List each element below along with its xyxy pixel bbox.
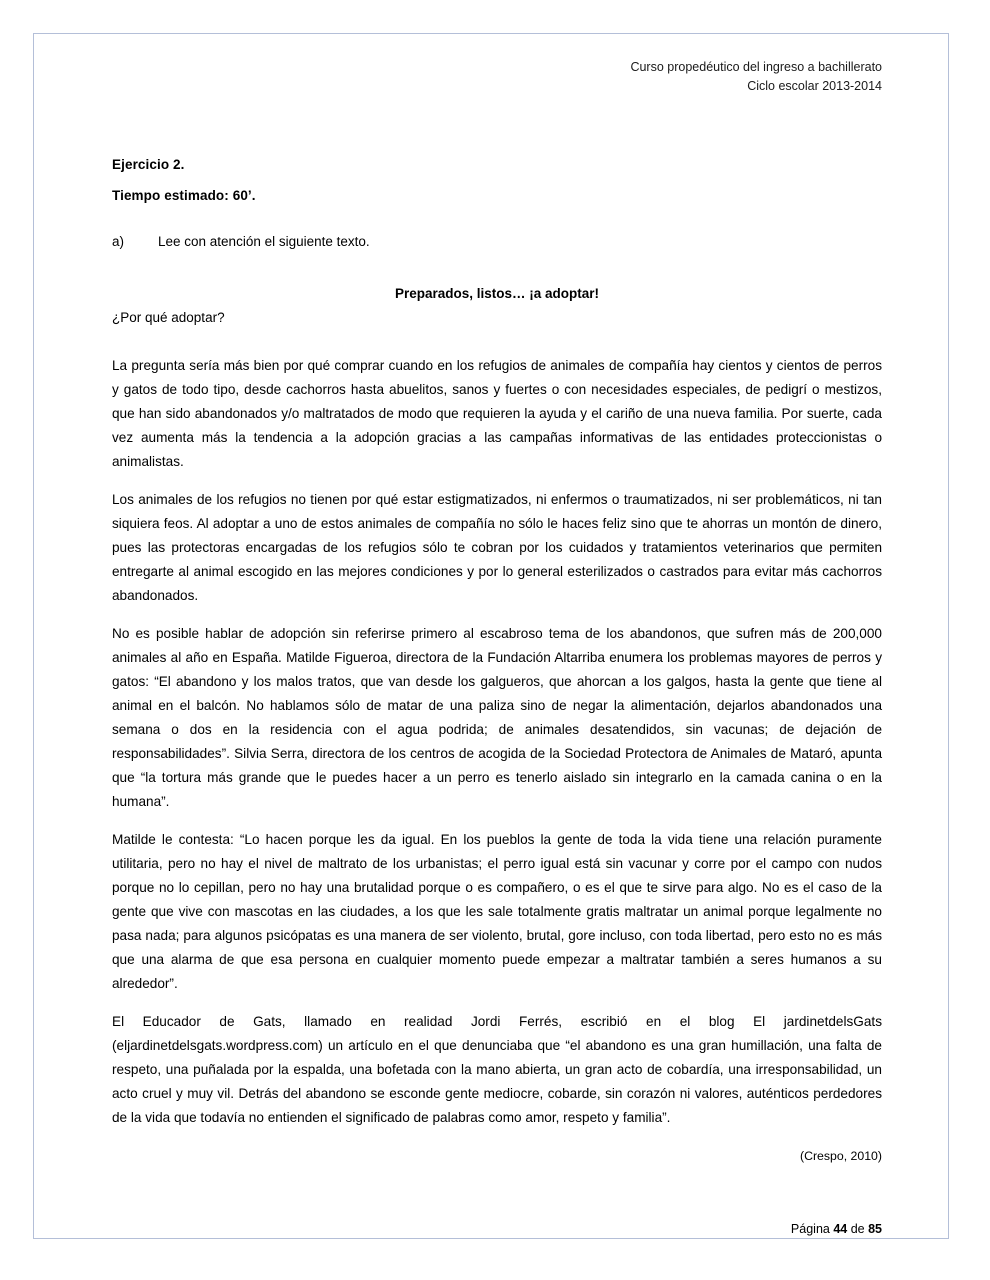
page-footer [791, 1222, 882, 1236]
header-course-line: Curso propedéutico del ingreso a bachillerato [630, 60, 882, 74]
footer-total-pages: 85 [868, 1222, 882, 1236]
footer-page-number: 44 [833, 1222, 848, 1236]
header-schoolyear-line: Ciclo escolar 2013-2014 [747, 79, 882, 93]
footer-middle: de [847, 1222, 869, 1236]
item-a-text: Lee con atención el siguiente texto. [158, 234, 370, 249]
exercise-title: Ejercicio 2. [112, 157, 185, 172]
exercise-item-a [112, 234, 370, 249]
paragraph: El Educador de Gats, llamado en realidad Jordi Ferrés, escribió en el blog El jardinetdelsGats (eljardinetdelsgats.wordpress.com) un artículo en el que denunciaba que “el abandono es una gran humillación, una falta de respeto, una puñalada por la espalda, una bofetada con la mano abierta, un gran acto de cobardía, una irresponsabilidad, un acto cruel y muy vil. Detrás del abandono se esconde gente mediocre, cobarde, sin corazón ni valores, auténticos perdedores de la vida que todavía no entienden el significado de palabras como amor, respeto y familia”. [112, 1014, 882, 1125]
item-a-marker: a) [112, 234, 125, 249]
exercise-estimated-time: Tiempo estimado: 60’. [112, 188, 256, 203]
reading-body [112, 354, 882, 1168]
footer-prefix: Página [790, 1222, 834, 1236]
paragraph: Matilde le contesta: “Lo hacen porque les da igual. En los pueblos la gente de toda la vida tiene una relación puramente utilitaria, pero no hay el nivel de maltrato de los urbanistas; el perro igual está sin vacunar y corre por el campo con nudos porque no lo cepillan, pero no hay una brutalidad porque o es compañero, o es el que te sirve para algo. No es el caso de la gente que vive con mascotas en las ciudades, a los que les sale totalmente gratis maltratar un animal porque legalmente no pasa nada; para algunos psicópatas es una manera de ser violento, brutal, gore incluso, con toda libertad, pero esto no es más que una alarma de que esa persona en cualquier momento puede empezar a maltratar también a seres humanos a su alrededor”. [112, 832, 882, 991]
paragraph: No es posible hablar de adopción sin referirse primero al escabroso tema de los abandonos, que sufren más de 200,000 animales al año en España. Matilde Figueroa, directora de la Fundación Altarriba enumera los problemas mayores de perros y gatos: “El abandono y los malos tratos, que van desde los galgueros, que ahorcan a los galgos, hasta la gente que tiene al animal en el balcón. No hablamos sólo de matar de una paliza sino de negar la alimentación, dejarlos abandonados una semana o dos en la residencia con el agua podrida; de animales desatendidos, sin vacunas; de dejación de responsabilidades”. Silvia Serra, directora de los centros de acogida de la Sociedad Protectora de Animales de Mataró, apunta que “la tortura más grande que le puedes hacer a un perro es tenerlo aislado sin integrarlo en la camada canina o en la humana”. [112, 626, 882, 809]
reading-title: Preparados, listos… ¡a adoptar! [394, 286, 600, 301]
paragraph: Los animales de los refugios no tienen por qué estar estigmatizados, ni enfermos o traumatizados, ni ser problemáticos, ni tan siquiera feos. Al adoptar a uno de estos animales de compañía no sólo le haces feliz sino que te ahorras un montón de dinero, pues las protectoras encargadas de los refugios sólo te cobran por los cuidados y tratamientos veterinarios que permiten entregarte al animal escogido en las mejores condiciones y por lo general esterilizados o castrados para evitar más cachorros abandonados. [112, 492, 882, 603]
document-header [362, 58, 882, 96]
reading-source-citation: (Crespo, 2010) [799, 1149, 882, 1163]
paragraph: La pregunta sería más bien por qué comprar cuando en los refugios de animales de compañía hay cientos y cientos de perros y gatos de todo tipo, desde cachorros hasta abuelitos, sanos y fuertes o con necesidades especiales, de pedigrí o mestizos, que han sido abandonados y/o maltratados de modo que requieren la ayuda y el cariño de una nueva familia. Por suerte, cada vez aumenta más la tendencia a la adopción gracias a las campañas informativas de las entidades proteccionistas o animalistas. [112, 358, 882, 469]
reading-subquestion: ¿Por qué adoptar? [112, 310, 225, 325]
